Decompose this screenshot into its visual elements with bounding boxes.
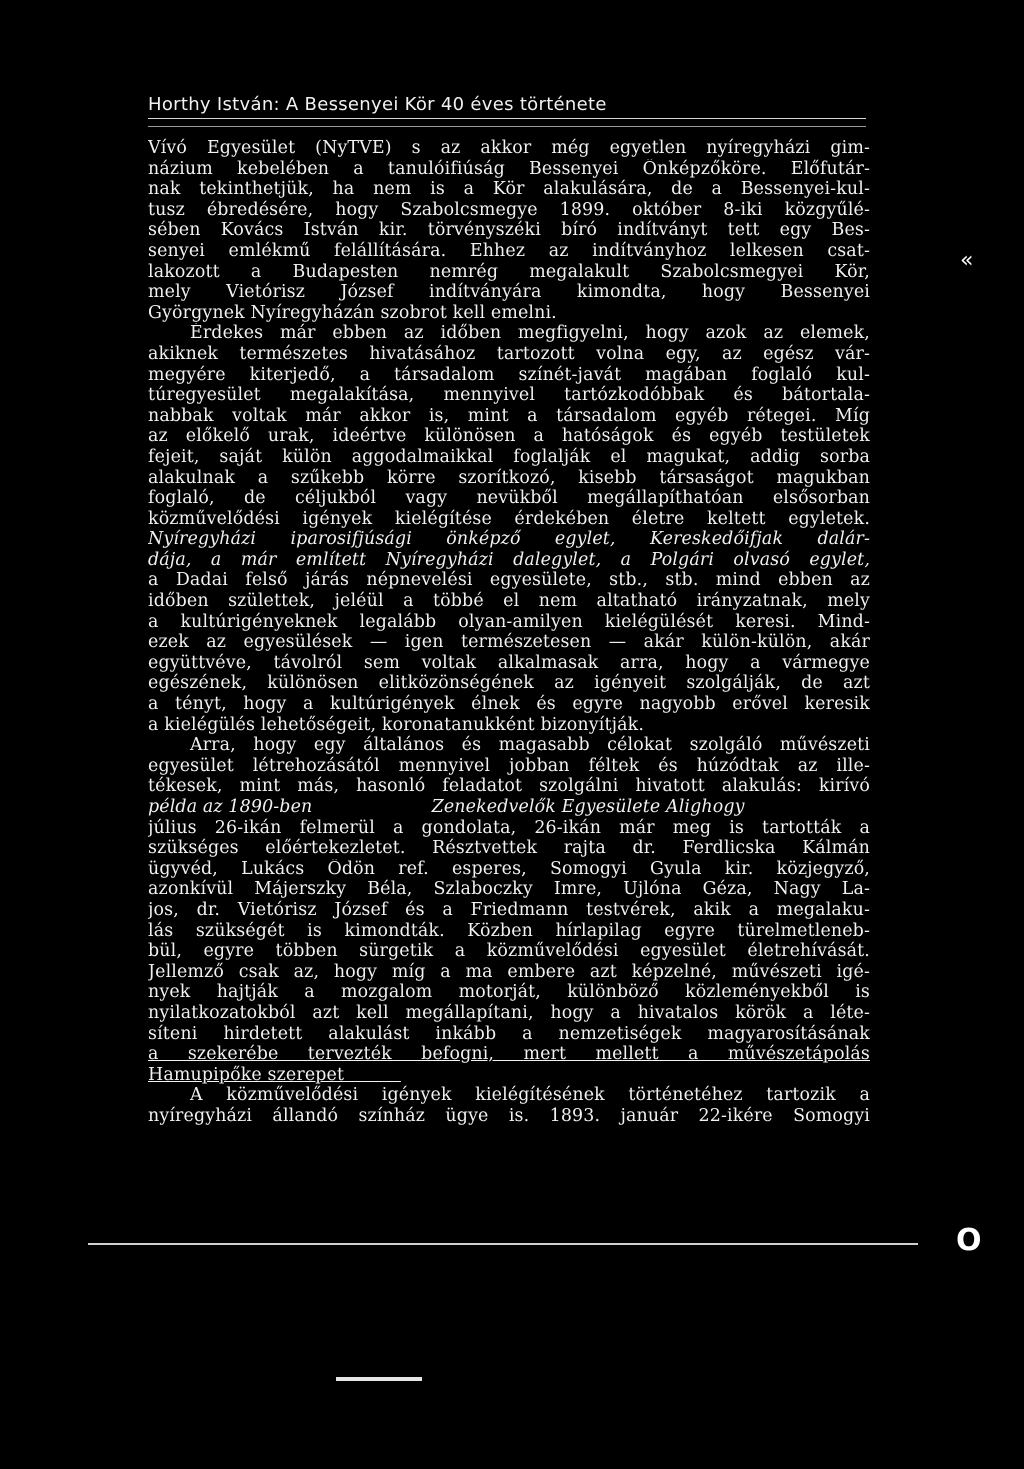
text-line: példa az 1890-ben Zenekedvelők Egyesülete Alighogy [148, 797, 745, 817]
text-line: egészének, különösen elitközönségének az igényeit szolgálják, de azt [148, 673, 870, 694]
text-line: a tényt, hogy a kultúrigények élnek és egyre nagyobb erővel keresik [148, 694, 870, 715]
text-line: azonkívül Májerszky Béla, Szlaboczky Imre, Ujlóna Géza, Nagy La- [148, 879, 870, 900]
text-line: Nyíregyházi iparosifjúsági önképző egylet, Kereskedőifjak dalár- [148, 529, 870, 550]
text-line: sében Kovács István kir. törvényszéki bíró indítványt tett egy Bes- [148, 220, 870, 241]
text-line: ügyvéd, Lukács Ödön ref. esperes, Somogyi Gyula kir. közjegyző, [148, 858, 870, 879]
text-line: Györgynek Nyíregyházán szobrot kell emelni. [148, 302, 557, 323]
text-line: nyíregyházi állandó színház ügye is. 1893. január 22-ikére Somogyi [148, 1105, 870, 1126]
text-line: Jellemző csak az, hogy míg a ma embere azt képzelné, művészeti igé- [148, 961, 870, 982]
text-line: július 26-ikán felmerül a gondolata, 26-ikán már meg is tartották a [148, 817, 870, 838]
text-line: alakulnak a szűkebb körre szorítkozó, kisebb társaságot magukban [148, 467, 870, 488]
text-line: Arra, hogy egy általános és magasabb célokat szolgáló művészeti [190, 735, 870, 756]
text-line: jos, dr. Vietórisz József és a Friedmann testvérek, akik a megalaku- [148, 899, 870, 920]
horizontal-rule [88, 1243, 918, 1245]
text-line: nyilatkozatokból azt kell megállapítani, hogy a hivatalos körök a léte- [148, 1002, 870, 1023]
text-line: nabbak voltak már akkor is, mint a társadalom egyéb rétegei. Míg [148, 405, 870, 426]
text-line: Hamupipőke szerepet [148, 1064, 401, 1085]
text-line: lás szükségét is kimondták. Közben hírlapilag egyre türelmetleneb- [148, 920, 870, 941]
text-line: foglaló, de céljukból vagy nevükből megállapíthatóan elsősorban [148, 488, 870, 509]
text-line: Vívó Egyesület (NyTVE) s az akkor még egyetlen nyíregyházi gim- [148, 138, 870, 158]
text-line: szükséges előértekezletet. Résztvettek rajta dr. Ferdlicska Kálmán [148, 838, 870, 859]
text-line: akiknek természetes hivatásához tartozott volna egy, az egész vár- [148, 343, 870, 364]
text-line: mely Vietórisz József indítványára kimondta, hogy Bessenyei [148, 282, 870, 303]
text-line: egyesület létrehozásától mennyivel jobban féltek és húzódtak az ille- [148, 755, 870, 776]
text-line: fejeit, saját külön aggodalmaikkal foglalják el magukat, addig sorba [148, 446, 870, 467]
header-rule [148, 126, 866, 127]
text-line: a Dadai felső járás népnevelési egyesülete, stb., stb. mind ebben az [148, 570, 870, 591]
text-line: tusz ébredésére, hogy Szabolcsmegye 1899. október 8-iki közgyűlé- [148, 199, 870, 220]
text-line: időben születtek, jeléül a többé el nem altatható irányzatnak, mely [148, 591, 870, 612]
text-line: bül, egyre többen sürgetik a közművelődési egyesület életrehívását. [148, 941, 870, 962]
short-rule [336, 1377, 422, 1381]
text-line: síteni hirdetett alakulást inkább a nemzetiségek magyarosításának [148, 1023, 870, 1044]
text-line: Érdekes már ebben az időben megfigyelni, hogy azok az elemek, [190, 323, 870, 344]
text-line: ezek az egyesülések — igen természetesen — akár külön-külön, akár [148, 632, 870, 653]
text-line: a kielégülés lehetőségeit, koronatanukként bizonyítják. [148, 714, 645, 735]
text-line: lakozott a Budapesten nemrég megalakult Szabolcsmegyei Kör, [148, 261, 870, 282]
margin-mark-bottom: O [956, 1223, 982, 1258]
running-header: Horthy István: A Bessenyei Kör 40 éves története [148, 94, 866, 119]
body-text [148, 138, 870, 1127]
text-line: túregyesület megalakítása, mennyivel tartózkodóbbak és bátortala- [148, 385, 870, 406]
text-line: a kultúrigényeknek legalább olyan-amilyen kielégülését keresi. Mind- [148, 611, 870, 632]
text-line: nak tekinthetjük, ha nem is a Kör alakulására, de a Bessenyei-kul- [148, 179, 870, 200]
text-line: tékesek, mint más, hasonló feladatot szolgálni hivatott alakulás: kirívó [148, 776, 870, 797]
margin-mark-top: « [960, 248, 974, 273]
text-line: együttvéve, távolról sem voltak alkalmasak arra, hogy a vármegye [148, 652, 870, 673]
text-line: názium kebelében a tanulóifiúság Bessenyei Önképzőköre. Előfutár- [148, 158, 870, 179]
text-line: megyére kiterjedő, a társadalom színét-javát magában foglaló kul- [148, 364, 870, 385]
text-line: az előkelő urak, ideértve különösen a hatóságok és egyéb testületek [148, 426, 870, 447]
text-line: a szekerébe tervezték befogni, mert mellett a művészetápolás [148, 1044, 870, 1065]
text-line: dája, a már említett Nyíregyházi dalegylet, a Polgári olvasó egylet, [148, 549, 870, 570]
text-line: A közművelődési igények kielégítésének történetéhez tartozik a [190, 1085, 870, 1106]
text-line: közművelődési igények kielégítése érdekében életre keltett egyletek. [148, 508, 870, 529]
text-line: nyek hajtják a mozgalom motorját, különböző közleményekből is [148, 982, 870, 1003]
text-line: senyei emlékmű felállítására. Ehhez az indítványhoz lelkesen csat- [148, 240, 870, 261]
